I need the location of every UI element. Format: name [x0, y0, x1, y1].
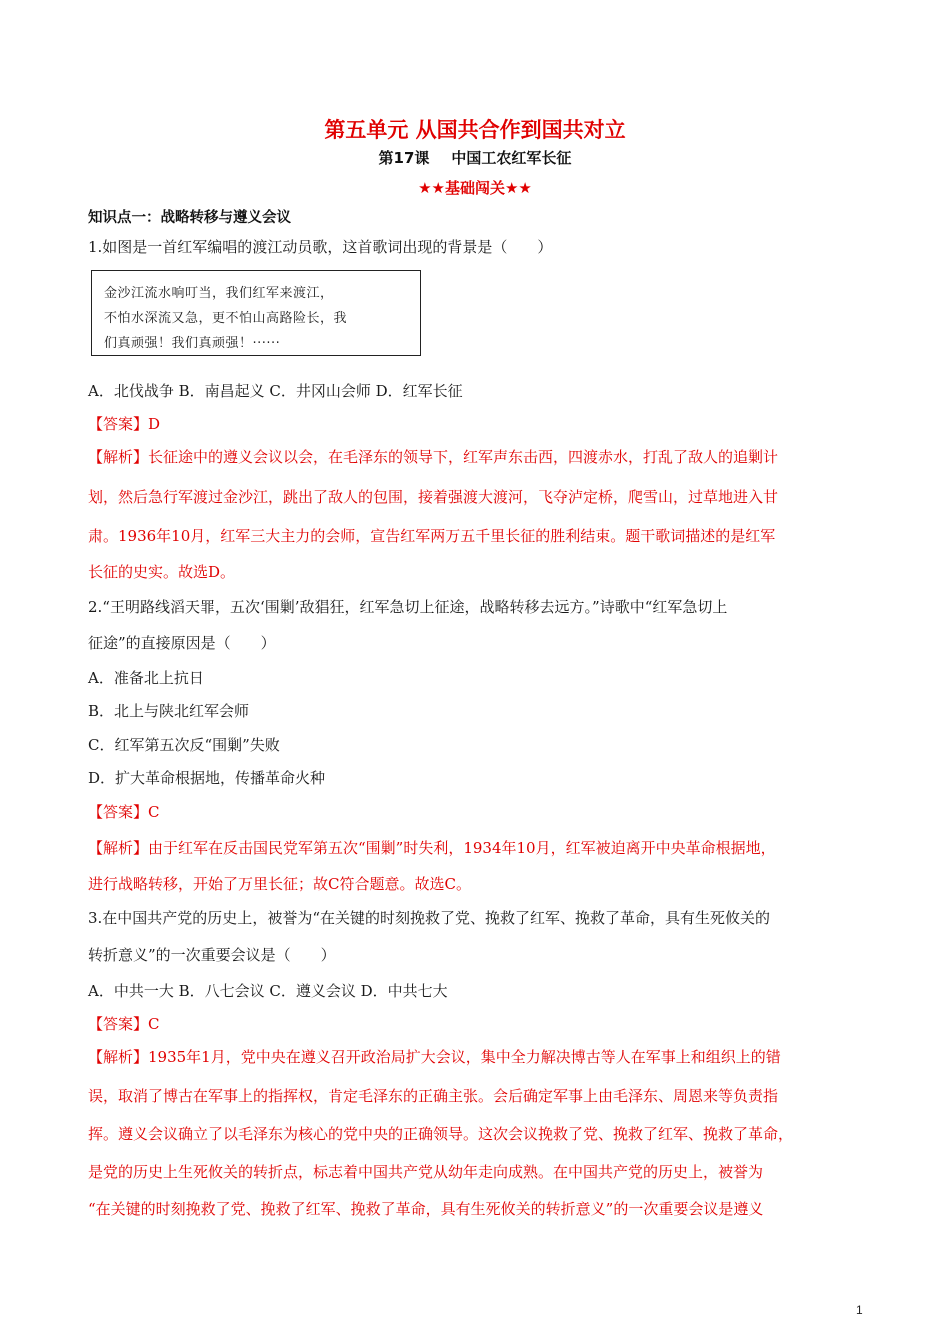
q3-options: A．中共一大 B．八七会议 C．遵义会议 D．中共七大 [88, 982, 448, 1000]
page-number: 1 [856, 1303, 863, 1317]
unit-title: 第五单元 从国共合作到国共对立 [324, 118, 626, 142]
lesson-heading [0, 147, 950, 168]
q2-option: C．红军第五次反“围剿”失败 [88, 736, 280, 754]
q2-answer: 【答案】C [88, 803, 160, 821]
q1-stem: 1.如图是一首红军编唱的渡江动员歌，这首歌词出现的背景是（ ） [88, 238, 553, 256]
q2-option: A．准备北上抗日 [88, 669, 204, 687]
q3-analysis-line: “在关键的时刻挽救了党、挽救了红军、挽救了革命，具有生死攸关的转折意义”的一次重要会议是遵义 [88, 1200, 764, 1218]
q1-analysis-line: 长征的史实。故选D。 [88, 563, 236, 581]
lesson-title: 中国工农红军长征 [451, 149, 572, 167]
q2-option: D．扩大革命根据地，传播革命火种 [88, 769, 326, 787]
q2-stem-line: 2.“王明路线滔天罪，五次‘围剿’敌猖狂，红军急切上征途，战略转移去远方。”诗歌中“红军急切上 [88, 598, 728, 616]
q3-analysis-line: 【解析】1935年1月，党中央在遵义召开政治局扩大会议，集中全力解决博古等人在军事上和组织上的错 [88, 1048, 781, 1066]
q2-analysis-line: 进行战略转移，开始了万里长征；故C符合题意。故选C。 [88, 875, 471, 893]
q1-analysis-line: 【解析】长征途中的遵义会议以会，在毛泽东的领导下，红军声东击西，四渡赤水，打乱了敌人的追剿计 [88, 448, 779, 466]
level-label: ★★基础闯关★★ [418, 179, 532, 197]
q3-answer: 【答案】C [88, 1015, 160, 1033]
q1-analysis-line: 划，然后急行军渡过金沙江，跳出了敌人的包围，接着强渡大渡河，飞夺泸定桥，爬雪山，过草地进入甘 [88, 488, 779, 506]
song-line: 金沙江流水响叮当，我们红军来渡江， [104, 286, 334, 301]
q1-answer: 【答案】D [88, 415, 161, 433]
q3-analysis-line: 挥。遵义会议确立了以毛泽东为核心的党中央的正确领导。这次会议挽救了党、挽救了红军、挽救了革命， [88, 1125, 794, 1143]
q3-analysis-line: 是党的历史上生死攸关的转折点，标志着中国共产党从幼年走向成熟。在中国共产党的历史上，被誉为 [88, 1163, 764, 1181]
q2-analysis-line: 【解析】由于红军在反击国民党军第五次“围剿”时失利，1934年10月，红军被迫离开中央革命根据地， [88, 839, 776, 857]
song-line: 不怕水深流又急，更不怕山高路险长，我 [104, 311, 348, 326]
song-line: 们真顽强！我们真顽强！······ [104, 336, 281, 351]
knowledge-point-heading: 知识点一：战略转移与遵义会议 [88, 210, 291, 226]
q2-stem-line: 征途”的直接原因是（ ） [88, 634, 276, 652]
q3-stem-line: 3.在中国共产党的历史上，被誉为“在关键的时刻挽救了党、挽救了红军、挽救了革命，具有生死攸关的 [88, 909, 770, 927]
q1-analysis-line: 肃。1936年10月，红军三大主力的会师，宣告红军两万五千里长征的胜利结束。题干歌词描述的是红军 [88, 527, 776, 545]
lesson-number: 第17课 [378, 149, 430, 167]
q3-stem-line: 转折意义”的一次重要会议是（ ） [88, 946, 336, 964]
q1-options: A．北伐战争 B．南昌起义 C．井冈山会师 D．红军长征 [88, 382, 463, 400]
q2-option: B．北上与陕北红军会师 [88, 702, 250, 720]
song-lyrics-figure [91, 270, 421, 356]
q3-analysis-line: 误，取消了博古在军事上的指挥权，肯定毛泽东的正确主张。会后确定军事上由毛泽东、周恩来等负责指 [88, 1087, 779, 1105]
